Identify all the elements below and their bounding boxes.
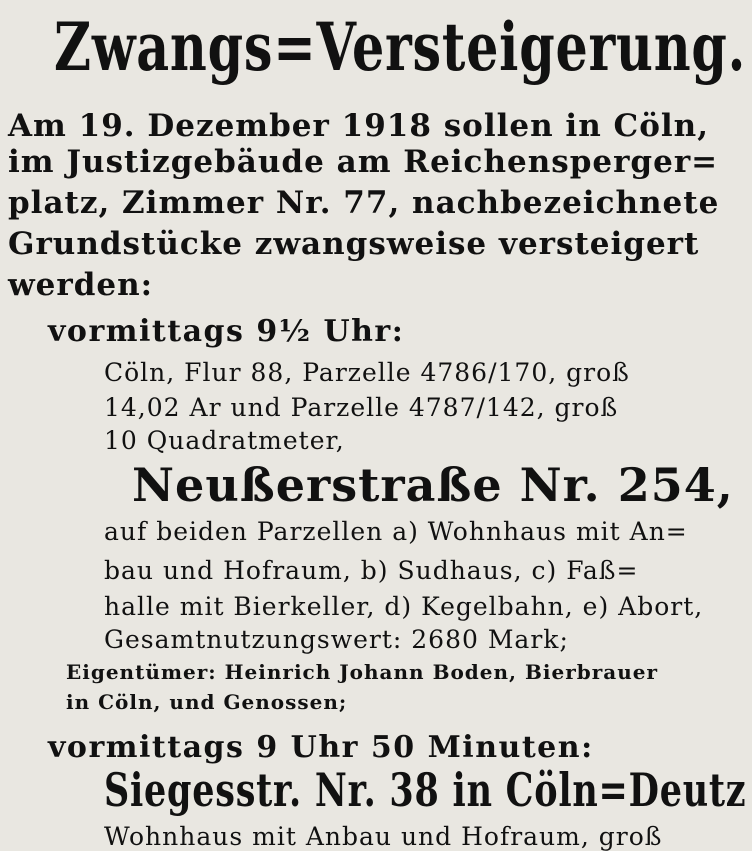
lot1-detail-line: bau und Hofraum, b) Sudhaus, c) Faß= (104, 556, 639, 585)
lot1-detail-line: Gesamtnutzungswert: 2680 Mark; (104, 625, 569, 654)
lot1-detail-line: auf beiden Parzellen a) Wohnhaus mit An= (104, 517, 688, 546)
lot1-session-time: vormittags 9½ Uhr: (48, 314, 405, 349)
intro-line: im Justizgebäude am Reichensperger= (8, 144, 719, 180)
intro-line: Grundstücke zwangsweise versteigert (8, 226, 700, 262)
intro-line: platz, Zimmer Nr. 77, nachbezeichnete (8, 185, 720, 221)
notice-title: Zwangs=Versteigerung. (54, 8, 747, 86)
lot1-street-heading: Neußerstraße Nr. 254, (132, 458, 734, 512)
lot1-description-line: 10 Quadratmeter, (104, 426, 345, 455)
intro-line: werden: (8, 267, 154, 303)
lot2-detail-line-cut: Wohnhaus mit Anbau und Hofraum, groß (104, 822, 663, 851)
lot1-owner-line: in Cöln, und Genossen; (66, 690, 348, 714)
lot1-description-line: Cöln, Flur 88, Parzelle 4786/170, groß (104, 358, 630, 387)
lot2-street-heading: Siegesstr. Nr. 38 in Cöln=Deutz (104, 763, 747, 817)
lot1-detail-line: halle mit Bierkeller, d) Kegelbahn, e) Abort, (104, 592, 704, 621)
lot1-owner-line: Eigentümer: Heinrich Johann Boden, Bierbrauer (66, 660, 659, 684)
intro-line: Am 19. Dezember 1918 sollen in Cöln, (8, 108, 710, 144)
lot1-description-line: 14,02 Ar und Parzelle 4787/142, groß (104, 393, 619, 422)
lot2-session-time: vormittags 9 Uhr 50 Minuten: (48, 730, 594, 765)
